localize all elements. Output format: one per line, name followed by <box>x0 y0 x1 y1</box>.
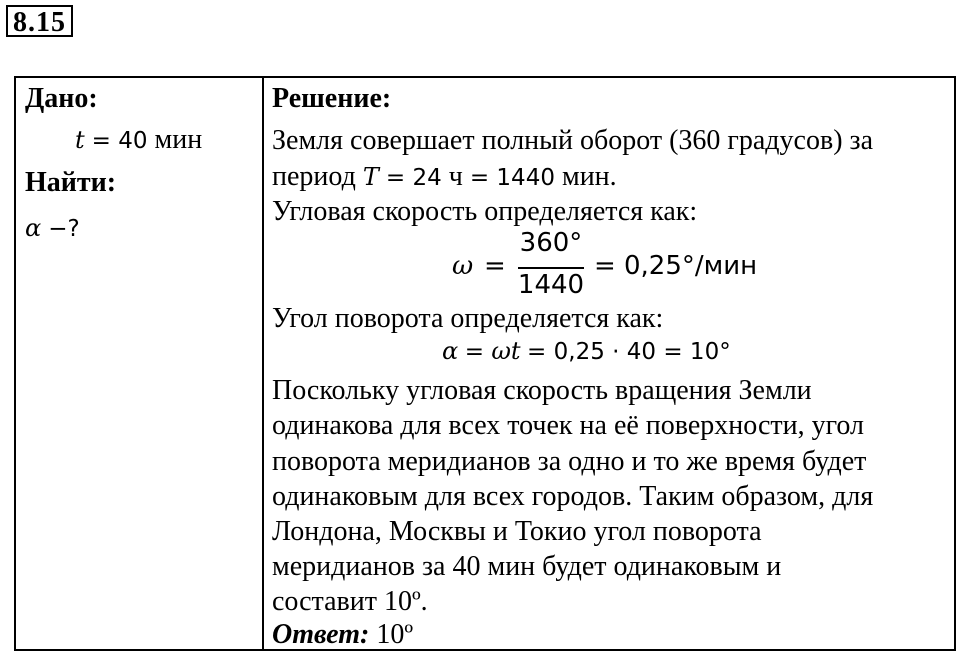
solution-line-4: Угол поворота определяется как: <box>272 303 664 334</box>
find-title: Найти: <box>25 167 117 198</box>
time-value: 40 <box>118 128 148 154</box>
omega-variable: ω <box>452 251 474 281</box>
solution-line-2 <box>272 160 617 195</box>
time-variable: t <box>75 126 85 154</box>
omega-t-product: ωt <box>491 337 521 365</box>
answer-value: 10º <box>376 619 414 650</box>
alpha-variable: α <box>442 337 459 365</box>
period-hours-unit: ч <box>448 161 463 192</box>
omega-result: 0,25°/мин <box>624 251 758 281</box>
problem-table <box>14 76 956 651</box>
fraction-bar <box>518 267 584 269</box>
equals-sign: = <box>527 339 554 365</box>
equals-sign: = <box>594 251 616 281</box>
period-label: период <box>272 161 356 192</box>
equals-sign: = <box>469 165 497 191</box>
period-minutes-unit: мин. <box>561 161 617 192</box>
given-time <box>75 123 202 158</box>
period-variable: T <box>362 163 379 191</box>
paragraph-line-4: одинаковым для всех городов. Таким образом, для <box>272 481 874 512</box>
problem-number: 8.15 <box>6 5 73 37</box>
answer-line <box>272 618 413 652</box>
paragraph-line-2: одинакова для всех точек на её поверхности, угол <box>272 410 864 441</box>
column-divider <box>262 78 264 649</box>
paragraph-line-7: составит 10º. <box>272 586 428 617</box>
solution-line-3: Угловая скорость определяется как: <box>272 196 698 227</box>
equals-sign: = <box>484 251 506 281</box>
answer-label: Ответ: <box>272 619 370 650</box>
alpha-formula <box>442 336 731 366</box>
paragraph-line-3: поворота меридианов за одно и то же время будет <box>272 446 867 477</box>
solution-title: Решение: <box>272 83 392 114</box>
find-item-text: −? <box>48 216 80 242</box>
paragraph-line-1: Поскольку угловая скорость вращения Земли <box>272 375 812 406</box>
period-minutes: 1440 <box>496 165 555 191</box>
equals-sign: = <box>385 165 413 191</box>
solution-line-1: Земля совершает полный оборот (360 градусов) за <box>272 125 874 156</box>
alpha-expression: 0,25 · 40 = 10° <box>553 339 731 365</box>
paragraph-line-5: Лондона, Москвы и Токио угол поворота <box>272 516 762 547</box>
equals-sign: = <box>464 339 492 365</box>
alpha-variable: α <box>25 214 42 242</box>
omega-denominator: 1440 <box>517 270 585 300</box>
paragraph-line-6: меридианов за 40 мин будет одинаковым и <box>272 551 782 582</box>
find-item <box>25 211 80 246</box>
time-unit: мин <box>154 124 203 155</box>
omega-numerator: 360° <box>519 228 583 258</box>
given-title: Дано: <box>25 83 98 114</box>
equals-sign: = <box>91 128 119 154</box>
period-hours: 24 <box>412 165 442 191</box>
